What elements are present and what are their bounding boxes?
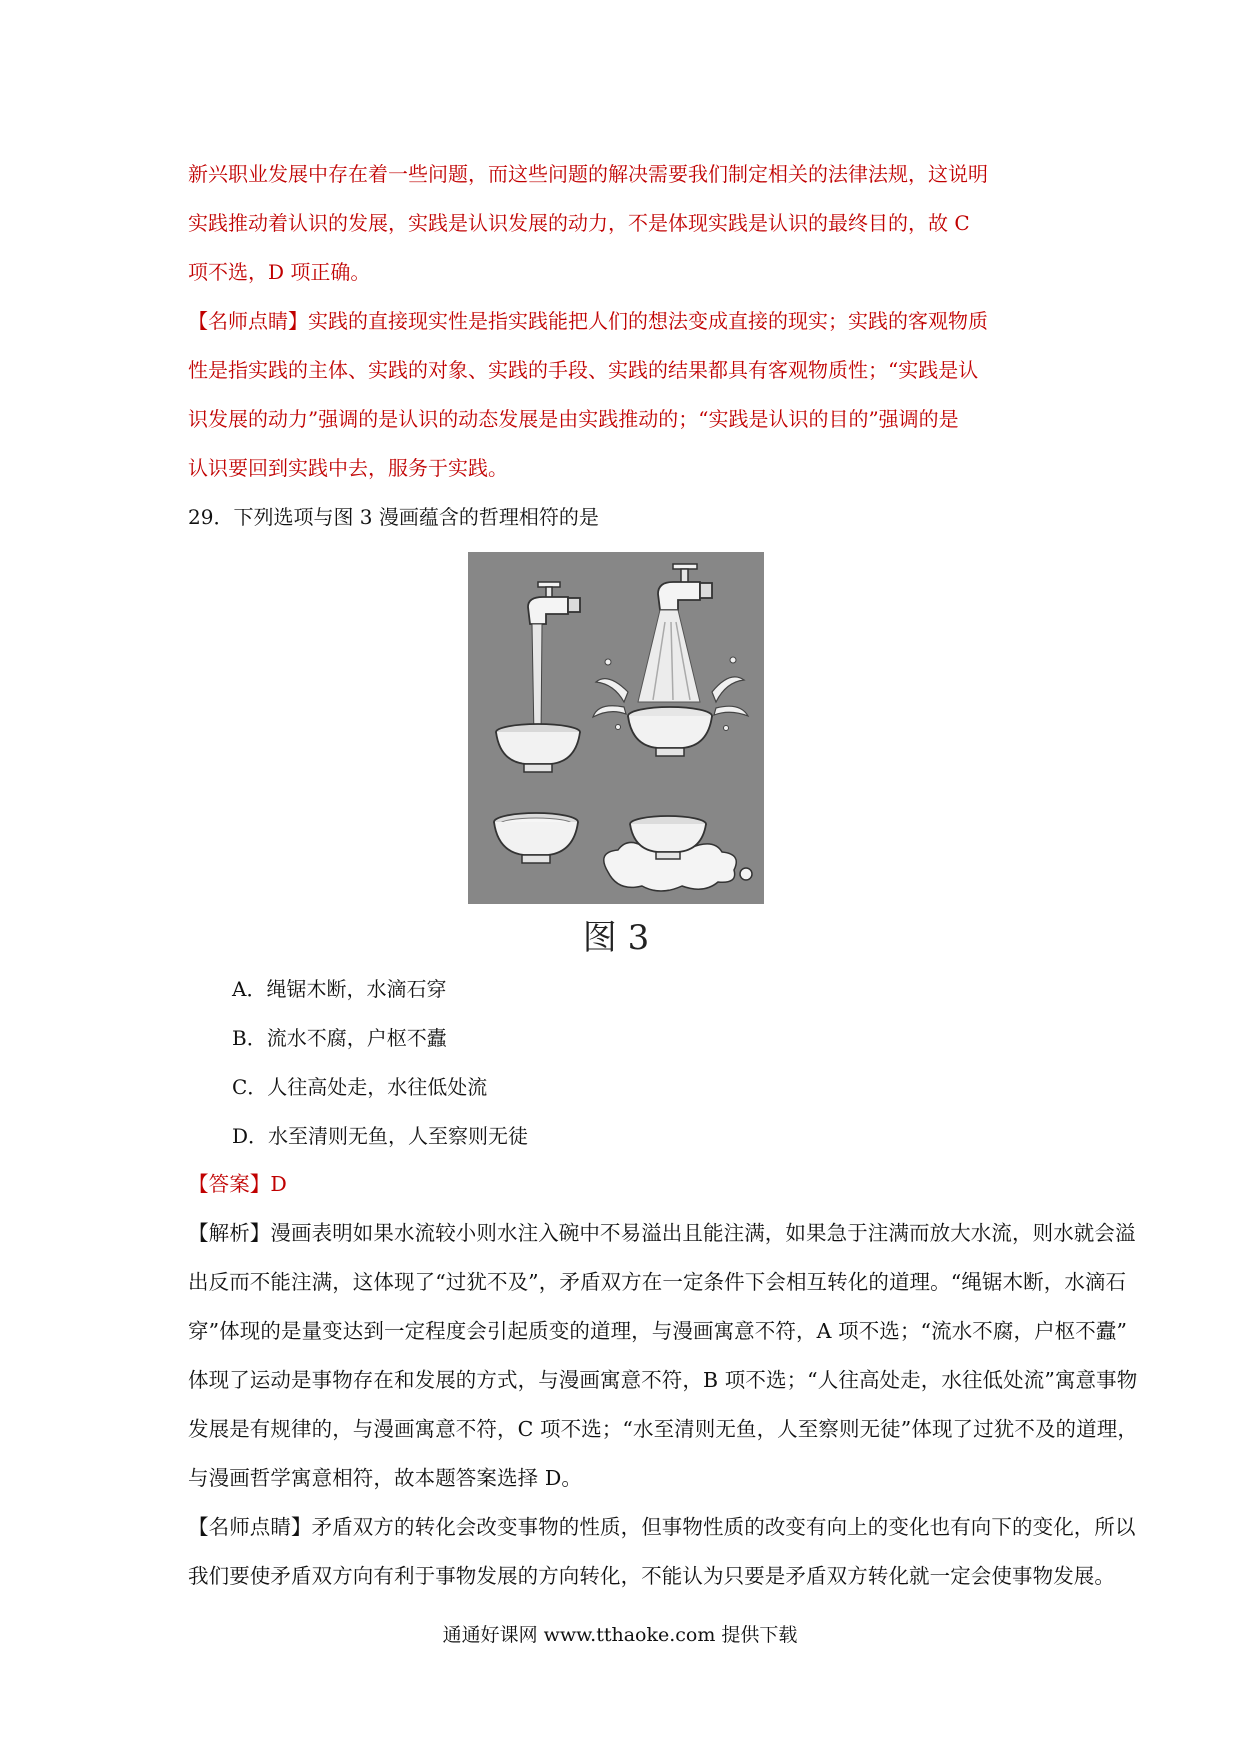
explanation-line: 新兴职业发展中存在着一些问题，而这些问题的解决需要我们制定相关的法律法规，这说明: [188, 162, 988, 186]
explanation-line: 实践推动着认识的发展，实践是认识发展的动力，不是体现实践是认识的最终目的，故 C: [188, 211, 970, 235]
analysis-line: 出反而不能注满，这体现了“过犹不及”，矛盾双方在一定条件下会相互转化的道理。“绳锯木断，水滴石: [188, 1270, 1127, 1294]
bowl-icon: [496, 724, 580, 772]
tip2-label: 【名师点睛】: [188, 1515, 312, 1539]
cartoon-image: [468, 552, 764, 904]
page-footer: 通通好课网 www.tthaoke.com 提供下载: [442, 1624, 798, 1646]
tip2-paragraph: [188, 1503, 1198, 1552]
explanation-continued: [188, 150, 1058, 542]
tip-paragraph: [188, 297, 1058, 346]
analysis-paragraph: [188, 1209, 1198, 1258]
answer-line: [188, 1160, 1198, 1209]
answer-label: 【答案】: [188, 1172, 271, 1196]
tip-line: 性是指实践的主体、实践的对象、实践的手段、实践的结果都具有客观物质性；“实践是认: [188, 358, 979, 382]
answer-section: [188, 1160, 1198, 1601]
option-d: D．水至清则无鱼，人至察则无徒: [232, 1124, 529, 1148]
option-a: A．绳锯木断，水滴石穿: [232, 977, 447, 1001]
left-faucet-icon: [528, 582, 580, 624]
analysis-line: 体现了运动是事物存在和发展的方式，与漫画寓意不符，B 项不选；“人往高处走，水往低处流”寓意事物: [188, 1368, 1138, 1392]
analysis-line: 与漫画哲学寓意相符，故本题答案选择 D。: [188, 1466, 582, 1490]
options-list: [232, 965, 528, 1161]
cartoon-drawing: [468, 552, 764, 904]
right-faucet-icon: [658, 564, 712, 610]
answer-value: D: [270, 1172, 287, 1196]
analysis-label: 【解析】: [188, 1221, 271, 1245]
option-c: C．人往高处走，水往低处流: [232, 1075, 488, 1099]
tip2-line: 矛盾双方的转化会改变事物的性质，但事物性质的改变有向上的变化也有向下的变化，所以: [311, 1515, 1136, 1539]
tip-line: 认识要回到实践中去，服务于实践。: [188, 456, 508, 480]
analysis-line: 穿”体现的是量变达到一定程度会引起质变的道理，与漫画寓意不符，A 项不选；“流水不腐，户枢不蠹”: [188, 1319, 1128, 1343]
explanation-line: 项不选，D 项正确。: [188, 260, 371, 284]
option-b: B．流水不腐，户枢不蠹: [232, 1026, 447, 1050]
analysis-line: 漫画表明如果水流较小则水注入碗中不易溢出且能注满，如果急于注满而放大水流，则水就会溢: [270, 1221, 1136, 1245]
full-bowl-icon: [494, 813, 578, 863]
analysis-line: 发展是有规律的，与漫画寓意不符，C 项不选；“水至清则无鱼，人至察则无徒”体现了过犹不及的道理，: [188, 1417, 1138, 1441]
bowl-icon: [628, 707, 712, 756]
tip-label: 【名师点睛】: [188, 309, 308, 333]
figure-caption: 图 3: [582, 918, 650, 958]
tip-line: 实践的直接现实性是指实践能把人们的想法变成直接的现实；实践的客观物质: [308, 309, 988, 333]
question-29: 29．下列选项与图 3 漫画蕴含的哲理相符的是: [188, 505, 599, 529]
figure-3: [468, 552, 764, 959]
tip-line: 识发展的动力”强调的是认识的动态发展是由实践推动的；“实践是认识的目的”强调的是: [188, 407, 959, 431]
tip2-line: 我们要使矛盾双方向有利于事物发展的方向转化，不能认为只要是矛盾双方转化就一定会使事物发展。: [188, 1564, 1115, 1588]
